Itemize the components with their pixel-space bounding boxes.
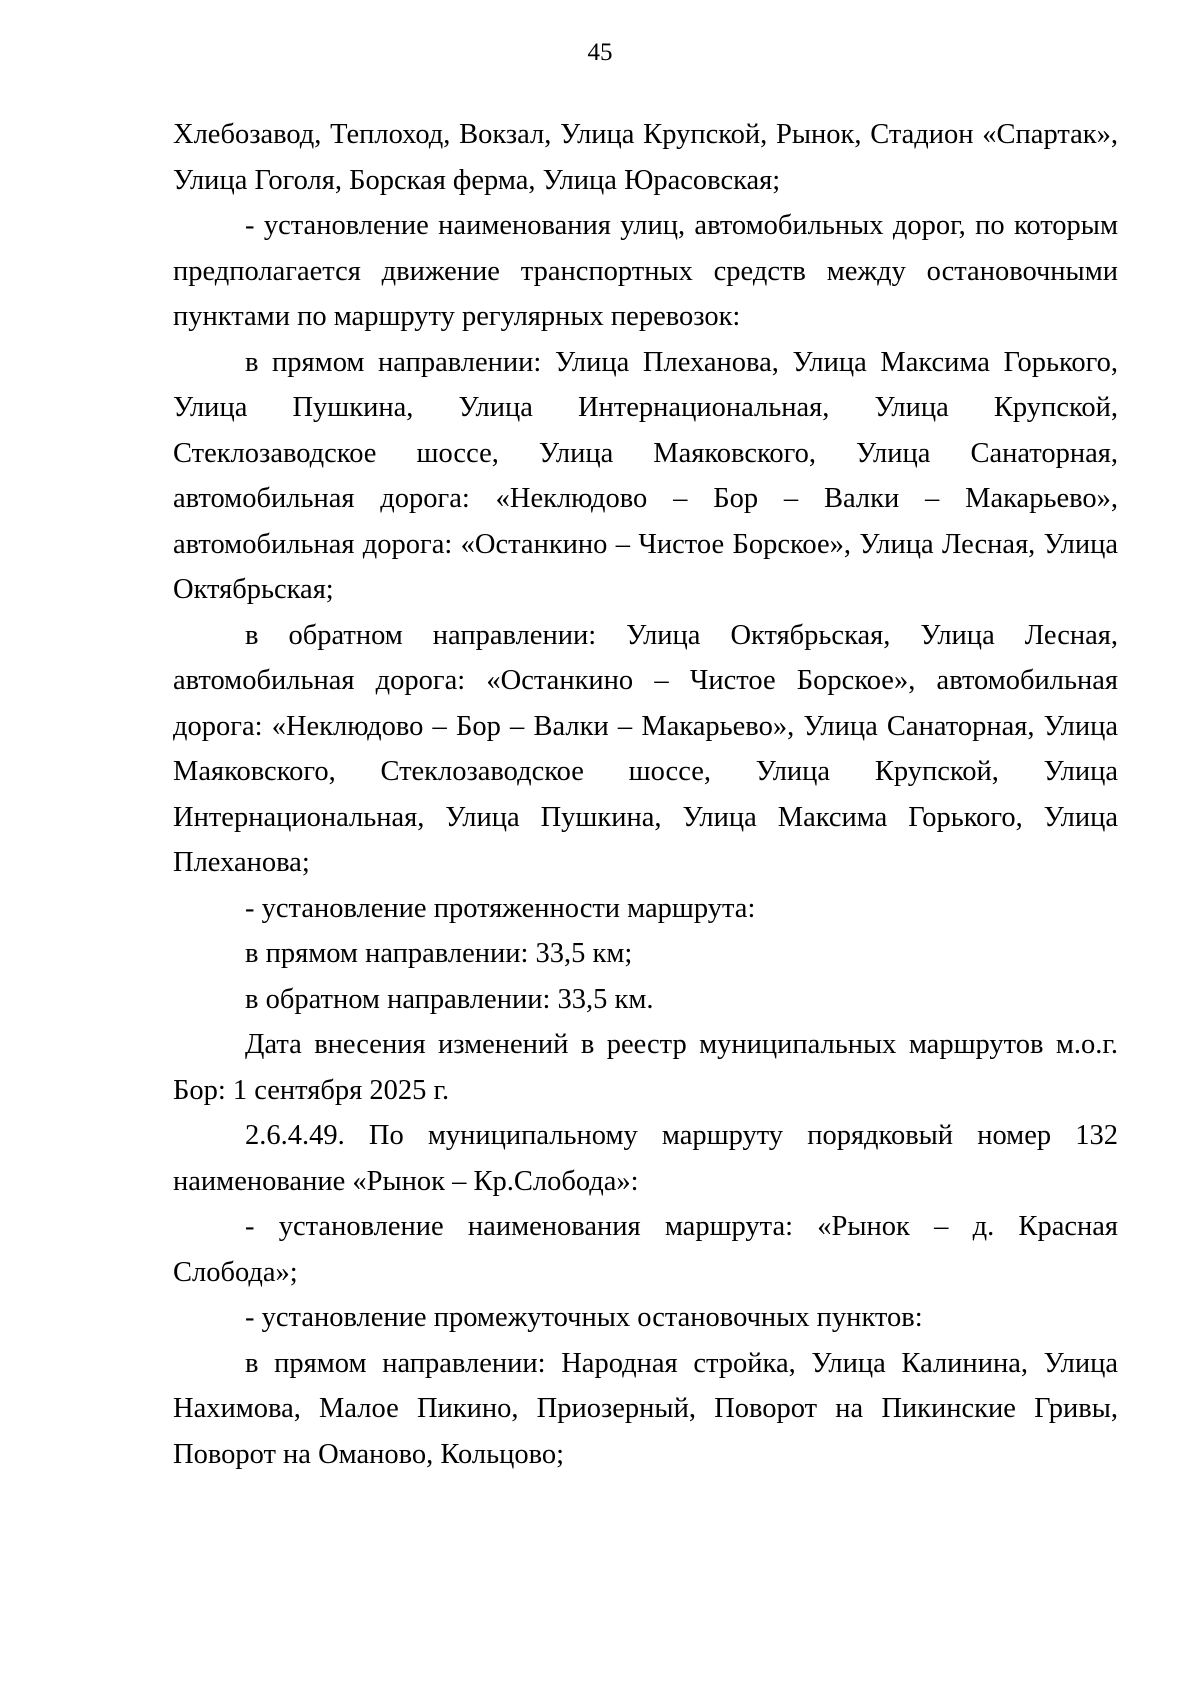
page-number: 45 — [587, 39, 613, 66]
paragraph-registry-date: Дата внесения изменений в реестр муниципальных маршрутов м.о.г. Бор: 1 сентября 2025 г. — [173, 1029, 1118, 1106]
paragraph-stops-continuation: Хлебозавод, Теплоход, Вокзал, Улица Крупской, Рынок, Стадион «Спартак», Улица Гоголя, Борская ферма, Улица Юрасовская; — [173, 119, 1118, 196]
paragraph-intermediate-stops-heading: - установление промежуточных остановочных пунктов: — [245, 1302, 923, 1333]
paragraph-section-2-6-4-49: 2.6.4.49. По муниципальному маршруту порядковый номер 132 наименование «Рынок – Кр.Слобода»: — [173, 1120, 1118, 1197]
paragraph-reverse-streets: в обратном направлении: Улица Октябрьская, Улица Лесная, автомобильная дорога: «Останкино – Чистое Борское», автомобильная дорога: «Неклюдово – Бор – Валки – Макарьево», Улица Санаторная, Улица Маяковского, Стеклозаводское шоссе, Улица Крупской, Улица Интернациональная, Улица Пушкина, Улица Максима Горького, Улица Плеханова; — [173, 619, 1118, 878]
paragraph-streets-heading: - установление наименования улиц, автомобильных дорог, по которым предполагается движение транспортных средств между остановочными пунктами по маршруту регулярных перевозок: — [173, 210, 1118, 332]
paragraph-reverse-length: в обратном направлении: 33,5 км. — [245, 983, 654, 1015]
paragraph-route-name: - установление наименования маршрута: «Рынок – д. Красная Слобода»; — [173, 1211, 1118, 1288]
document-body — [173, 112, 1118, 1477]
paragraph-length-heading: - установление протяженности маршрута: — [245, 892, 756, 924]
paragraph-forward-streets: в прямом направлении: Улица Плеханова, Улица Максима Горького, Улица Пушкина, Улица Интернациональная, Улица Крупской, Стеклозаводское шоссе, Улица Маяковского, Улица Санаторная, автомобильная дорога: «Неклюдово – Бор – Валки – Макарьево», автомобильная дорога: «Останкино – Чистое Борское», Улица Лесная, Улица Октябрьская; — [173, 346, 1118, 605]
paragraph-forward-length: в прямом направлении: 33,5 км; — [245, 938, 633, 969]
paragraph-forward-stops: в прямом направлении: Народная стройка, Улица Калинина, Улица Нахимова, Малое Пикино, Приозерный, Поворот на Пикинские Гривы, Поворот на Оманово, Кольцово; — [173, 1347, 1118, 1470]
